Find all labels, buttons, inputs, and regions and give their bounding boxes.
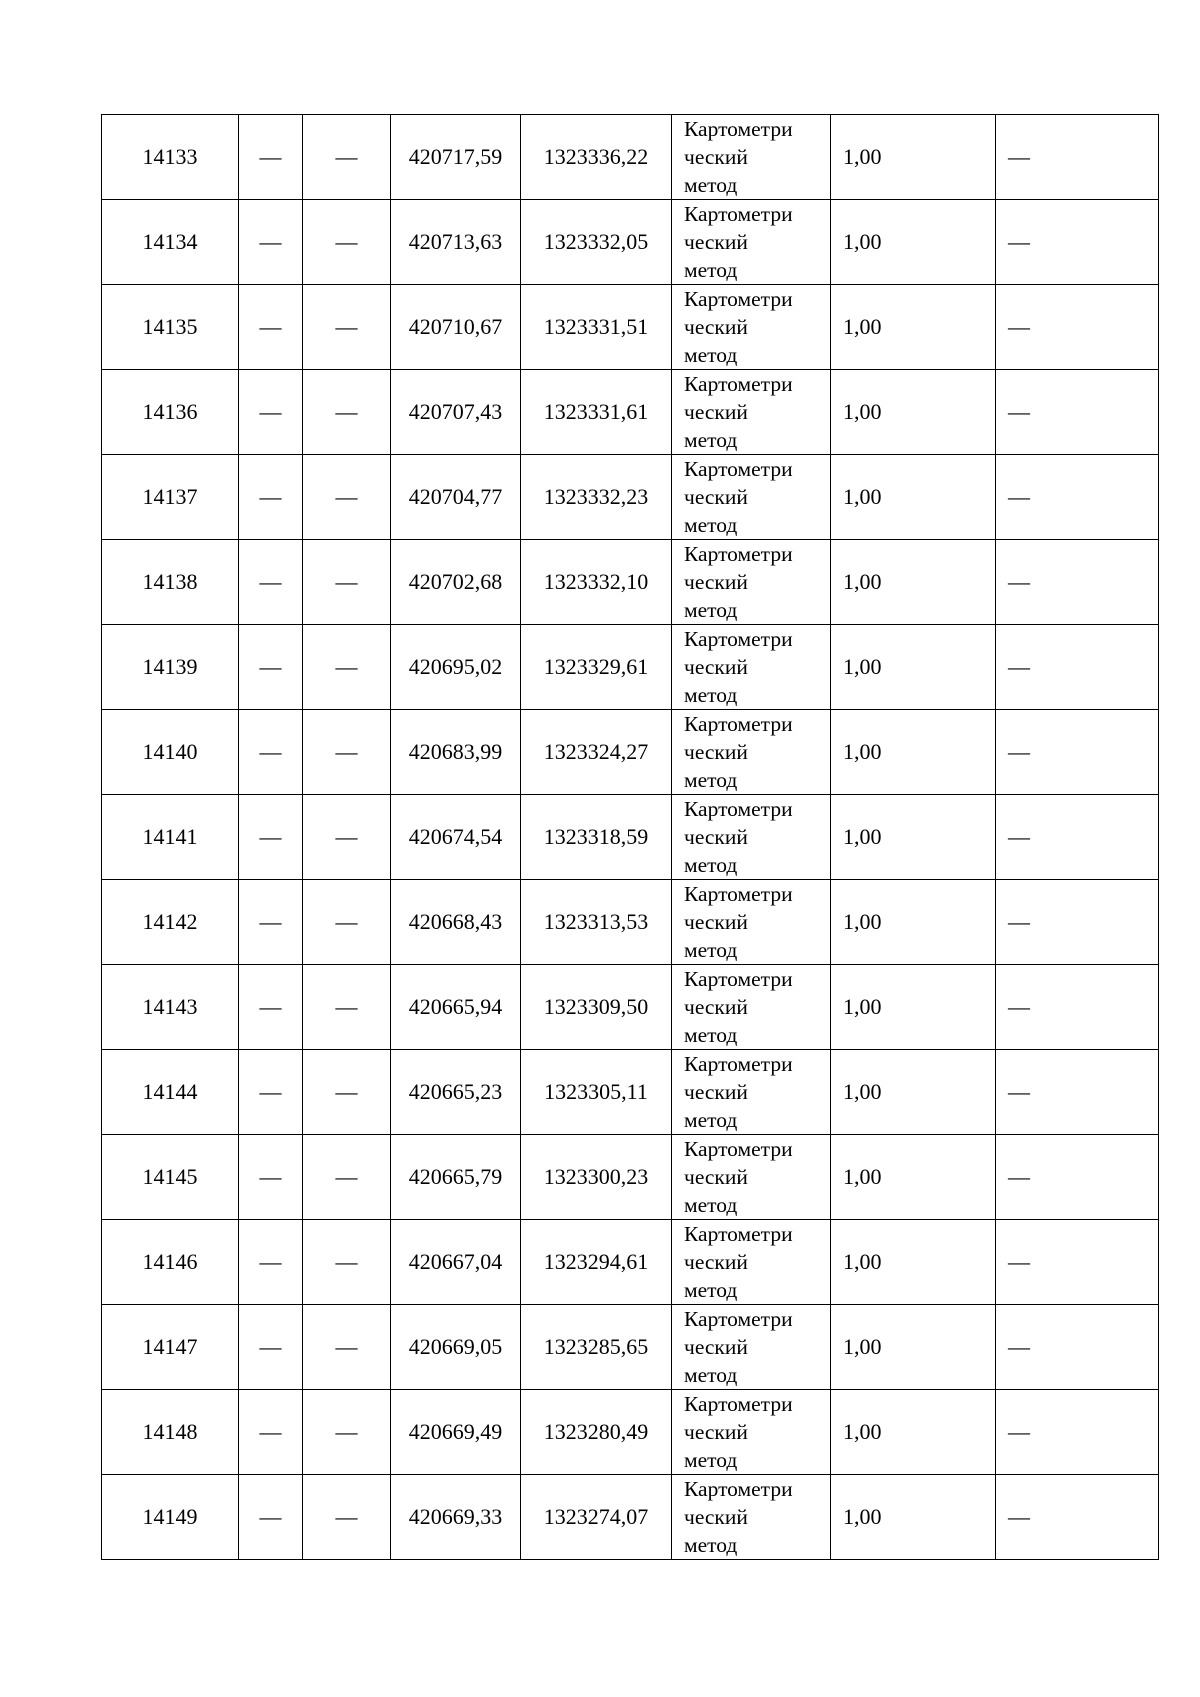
method-line: Картометри [684, 712, 793, 736]
accuracy-cell: 1,00 [831, 880, 996, 965]
accuracy-cell: 1,00 [831, 1475, 996, 1560]
accuracy-cell: 1,00 [831, 200, 996, 285]
table-row [102, 540, 1159, 625]
method-line: метод [684, 173, 738, 197]
x-coordinate-cell: 420669,49 [391, 1390, 521, 1475]
x-coordinate-cell: 420702,68 [391, 540, 521, 625]
empty-dash-cell: — [239, 795, 303, 880]
empty-dash-cell: — [996, 370, 1159, 455]
empty-dash-cell: — [303, 795, 391, 880]
table-row [102, 285, 1159, 370]
point-number-cell: 14141 [102, 795, 239, 880]
method-line: ческий [684, 400, 748, 424]
x-coordinate-cell: 420713,63 [391, 200, 521, 285]
empty-dash-cell: — [239, 1220, 303, 1305]
empty-dash-cell: — [996, 1135, 1159, 1220]
method-line: метод [684, 768, 738, 792]
method-line: метод [684, 428, 738, 452]
method-line: Картометри [684, 1477, 793, 1501]
empty-dash-cell: — [303, 880, 391, 965]
table-row [102, 455, 1159, 540]
y-coordinate-cell: 1323332,10 [521, 540, 672, 625]
method-cell [672, 1390, 831, 1475]
table-row [102, 1220, 1159, 1305]
empty-dash-cell: — [303, 200, 391, 285]
point-number-cell: 14148 [102, 1390, 239, 1475]
method-line: ческий [684, 655, 748, 679]
method-line: Картометри [684, 287, 793, 311]
point-number-cell: 14138 [102, 540, 239, 625]
method-cell [672, 625, 831, 710]
accuracy-cell: 1,00 [831, 1220, 996, 1305]
x-coordinate-cell: 420695,02 [391, 625, 521, 710]
method-line: Картометри [684, 967, 793, 991]
x-coordinate-cell: 420683,99 [391, 710, 521, 795]
method-cell [672, 1475, 831, 1560]
empty-dash-cell: — [996, 625, 1159, 710]
method-line: метод [684, 683, 738, 707]
x-coordinate-cell: 420710,67 [391, 285, 521, 370]
method-line: метод [684, 938, 738, 962]
empty-dash-cell: — [303, 625, 391, 710]
empty-dash-cell: — [303, 1050, 391, 1135]
accuracy-cell: 1,00 [831, 285, 996, 370]
table-row [102, 880, 1159, 965]
point-number-cell: 14134 [102, 200, 239, 285]
empty-dash-cell: — [239, 1050, 303, 1135]
x-coordinate-cell: 420704,77 [391, 455, 521, 540]
empty-dash-cell: — [239, 1390, 303, 1475]
table-row [102, 710, 1159, 795]
empty-dash-cell: — [239, 540, 303, 625]
empty-dash-cell: — [303, 710, 391, 795]
y-coordinate-cell: 1323313,53 [521, 880, 672, 965]
accuracy-cell: 1,00 [831, 540, 996, 625]
y-coordinate-cell: 1323332,05 [521, 200, 672, 285]
empty-dash-cell: — [996, 1220, 1159, 1305]
y-coordinate-cell: 1323332,23 [521, 455, 672, 540]
x-coordinate-cell: 420665,79 [391, 1135, 521, 1220]
x-coordinate-cell: 420717,59 [391, 115, 521, 200]
accuracy-cell: 1,00 [831, 710, 996, 795]
accuracy-cell: 1,00 [831, 1050, 996, 1135]
y-coordinate-cell: 1323300,23 [521, 1135, 672, 1220]
empty-dash-cell: — [303, 1305, 391, 1390]
method-line: метод [684, 258, 738, 282]
point-number-cell: 14145 [102, 1135, 239, 1220]
x-coordinate-cell: 420707,43 [391, 370, 521, 455]
y-coordinate-cell: 1323336,22 [521, 115, 672, 200]
method-cell [672, 880, 831, 965]
method-cell [672, 710, 831, 795]
method-line: Картометри [684, 372, 793, 396]
method-line: ческий [684, 145, 748, 169]
y-coordinate-cell: 1323294,61 [521, 1220, 672, 1305]
method-line: Картометри [684, 1307, 793, 1331]
x-coordinate-cell: 420669,33 [391, 1475, 521, 1560]
method-line: метод [684, 853, 738, 877]
empty-dash-cell: — [303, 1475, 391, 1560]
method-line: ческий [684, 825, 748, 849]
empty-dash-cell: — [239, 965, 303, 1050]
method-line: Картометри [684, 457, 793, 481]
method-line: ческий [684, 1335, 748, 1359]
empty-dash-cell: — [303, 965, 391, 1050]
empty-dash-cell: — [239, 880, 303, 965]
method-line: ческий [684, 995, 748, 1019]
y-coordinate-cell: 1323274,07 [521, 1475, 672, 1560]
y-coordinate-cell: 1323305,11 [521, 1050, 672, 1135]
method-line: ческий [684, 910, 748, 934]
empty-dash-cell: — [996, 710, 1159, 795]
empty-dash-cell: — [239, 370, 303, 455]
empty-dash-cell: — [239, 1475, 303, 1560]
method-line: метод [684, 598, 738, 622]
empty-dash-cell: — [996, 285, 1159, 370]
method-line: ческий [684, 230, 748, 254]
method-line: ческий [684, 1080, 748, 1104]
empty-dash-cell: — [996, 1305, 1159, 1390]
empty-dash-cell: — [239, 200, 303, 285]
empty-dash-cell: — [303, 540, 391, 625]
y-coordinate-cell: 1323285,65 [521, 1305, 672, 1390]
point-number-cell: 14135 [102, 285, 239, 370]
point-number-cell: 14149 [102, 1475, 239, 1560]
method-line: метод [684, 1278, 738, 1302]
empty-dash-cell: — [303, 1135, 391, 1220]
empty-dash-cell: — [239, 1135, 303, 1220]
y-coordinate-cell: 1323318,59 [521, 795, 672, 880]
method-cell [672, 540, 831, 625]
accuracy-cell: 1,00 [831, 1390, 996, 1475]
method-line: ческий [684, 485, 748, 509]
x-coordinate-cell: 420669,05 [391, 1305, 521, 1390]
table-body [102, 115, 1159, 1560]
empty-dash-cell: — [239, 455, 303, 540]
method-line: метод [684, 1023, 738, 1047]
method-line: метод [684, 1533, 738, 1557]
method-line: Картометри [684, 1392, 793, 1416]
empty-dash-cell: — [996, 1050, 1159, 1135]
method-cell [672, 1220, 831, 1305]
method-cell [672, 795, 831, 880]
table-row [102, 795, 1159, 880]
empty-dash-cell: — [996, 115, 1159, 200]
method-cell [672, 1050, 831, 1135]
point-number-cell: 14143 [102, 965, 239, 1050]
method-cell [672, 370, 831, 455]
empty-dash-cell: — [303, 370, 391, 455]
method-line: метод [684, 1108, 738, 1132]
accuracy-cell: 1,00 [831, 455, 996, 540]
point-number-cell: 14146 [102, 1220, 239, 1305]
point-number-cell: 14139 [102, 625, 239, 710]
table-row [102, 625, 1159, 710]
x-coordinate-cell: 420674,54 [391, 795, 521, 880]
method-cell [672, 1135, 831, 1220]
y-coordinate-cell: 1323331,51 [521, 285, 672, 370]
method-line: метод [684, 1448, 738, 1472]
accuracy-cell: 1,00 [831, 1135, 996, 1220]
accuracy-cell: 1,00 [831, 795, 996, 880]
point-number-cell: 14147 [102, 1305, 239, 1390]
point-number-cell: 14136 [102, 370, 239, 455]
table-row [102, 1135, 1159, 1220]
x-coordinate-cell: 420665,94 [391, 965, 521, 1050]
method-line: Картометри [684, 1052, 793, 1076]
method-line: ческий [684, 1505, 748, 1529]
method-line: ческий [684, 1250, 748, 1274]
method-line: ческий [684, 315, 748, 339]
empty-dash-cell: — [239, 710, 303, 795]
method-line: ческий [684, 740, 748, 764]
point-number-cell: 14133 [102, 115, 239, 200]
coordinates-table [101, 114, 1159, 1560]
accuracy-cell: 1,00 [831, 370, 996, 455]
table-row [102, 1305, 1159, 1390]
x-coordinate-cell: 420667,04 [391, 1220, 521, 1305]
empty-dash-cell: — [239, 625, 303, 710]
accuracy-cell: 1,00 [831, 115, 996, 200]
method-line: Картометри [684, 1222, 793, 1246]
table-row [102, 115, 1159, 200]
method-line: метод [684, 1363, 738, 1387]
empty-dash-cell: — [996, 455, 1159, 540]
method-line: Картометри [684, 627, 793, 651]
empty-dash-cell: — [996, 965, 1159, 1050]
x-coordinate-cell: 420665,23 [391, 1050, 521, 1135]
method-cell [672, 965, 831, 1050]
x-coordinate-cell: 420668,43 [391, 880, 521, 965]
method-line: метод [684, 1193, 738, 1217]
empty-dash-cell: — [303, 285, 391, 370]
point-number-cell: 14142 [102, 880, 239, 965]
accuracy-cell: 1,00 [831, 965, 996, 1050]
y-coordinate-cell: 1323309,50 [521, 965, 672, 1050]
method-line: ческий [684, 1165, 748, 1189]
method-cell [672, 115, 831, 200]
table-row [102, 200, 1159, 285]
method-line: ческий [684, 570, 748, 594]
empty-dash-cell: — [996, 880, 1159, 965]
empty-dash-cell: — [239, 285, 303, 370]
empty-dash-cell: — [239, 1305, 303, 1390]
table-row [102, 370, 1159, 455]
method-line: Картометри [684, 202, 793, 226]
y-coordinate-cell: 1323329,61 [521, 625, 672, 710]
empty-dash-cell: — [239, 115, 303, 200]
method-line: Картометри [684, 797, 793, 821]
empty-dash-cell: — [996, 1475, 1159, 1560]
method-line: Картометри [684, 882, 793, 906]
empty-dash-cell: — [303, 1220, 391, 1305]
point-number-cell: 14137 [102, 455, 239, 540]
accuracy-cell: 1,00 [831, 625, 996, 710]
y-coordinate-cell: 1323324,27 [521, 710, 672, 795]
empty-dash-cell: — [996, 200, 1159, 285]
method-cell [672, 200, 831, 285]
point-number-cell: 14144 [102, 1050, 239, 1135]
method-line: Картометри [684, 1137, 793, 1161]
empty-dash-cell: — [303, 115, 391, 200]
method-cell [672, 285, 831, 370]
empty-dash-cell: — [303, 455, 391, 540]
empty-dash-cell: — [996, 1390, 1159, 1475]
y-coordinate-cell: 1323331,61 [521, 370, 672, 455]
empty-dash-cell: — [996, 795, 1159, 880]
table-row [102, 965, 1159, 1050]
point-number-cell: 14140 [102, 710, 239, 795]
method-line: Картометри [684, 542, 793, 566]
empty-dash-cell: — [996, 540, 1159, 625]
method-line: ческий [684, 1420, 748, 1444]
method-cell [672, 455, 831, 540]
table-row [102, 1050, 1159, 1135]
empty-dash-cell: — [303, 1390, 391, 1475]
accuracy-cell: 1,00 [831, 1305, 996, 1390]
method-line: Картометри [684, 117, 793, 141]
method-cell [672, 1305, 831, 1390]
table-row [102, 1390, 1159, 1475]
y-coordinate-cell: 1323280,49 [521, 1390, 672, 1475]
method-line: метод [684, 343, 738, 367]
method-line: метод [684, 513, 738, 537]
table-row [102, 1475, 1159, 1560]
